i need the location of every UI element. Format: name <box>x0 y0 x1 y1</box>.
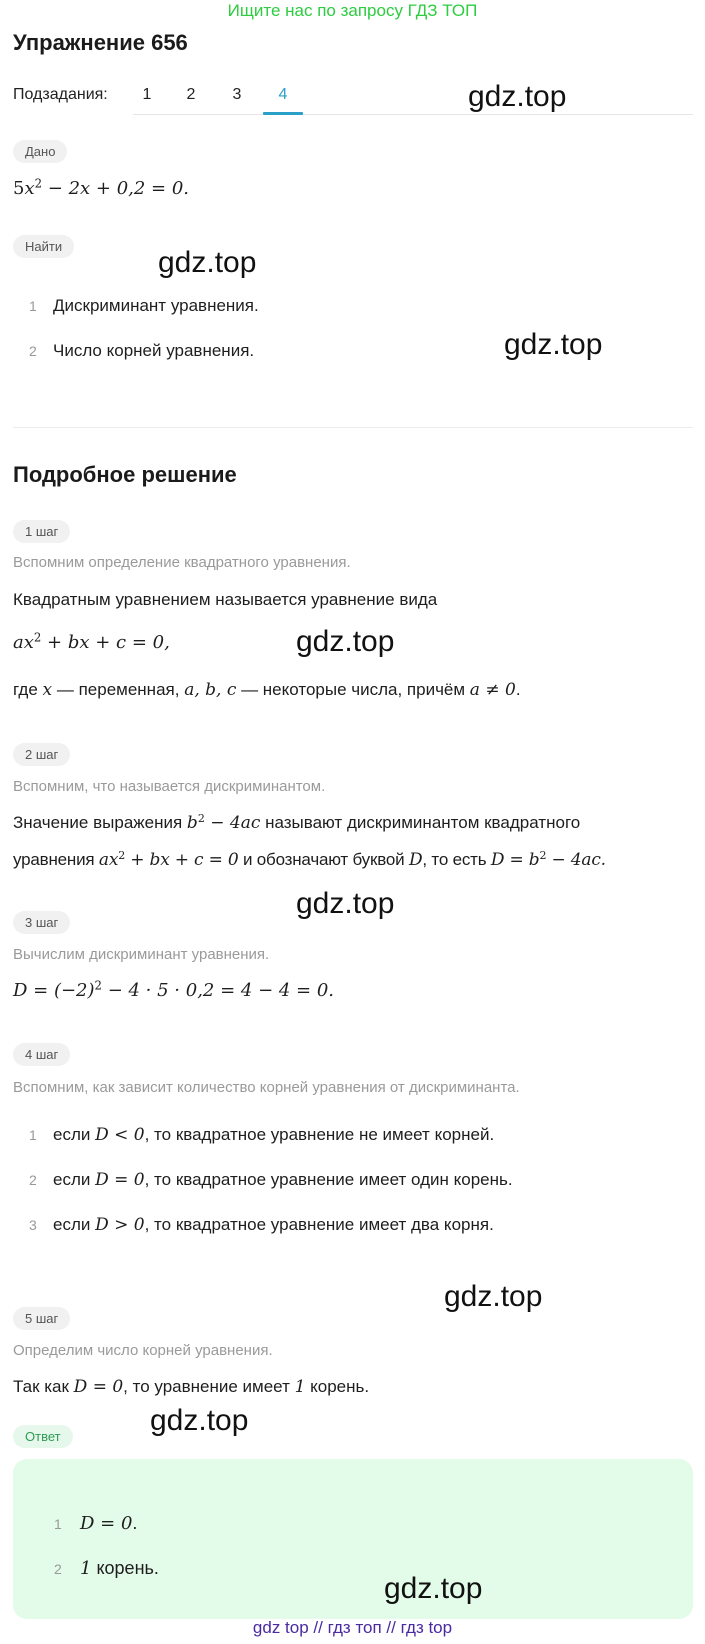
step-4-hint: Вспомним, как зависит количество корней уравнения от дискриминанта. <box>13 1079 520 1096</box>
step-2-line-1: Значение выражения $b^2 - 4ac$ называют дискриминантом квадратного <box>13 811 581 833</box>
step-1-text: Квадратным уравнением называется уравнение вида <box>13 590 438 609</box>
step-2-line-2: уравнения $ax^2$ + bx + c = 0 и обозначают буквой D, то есть $D = b^2 - 4ac$. <box>13 848 606 870</box>
tab-subtask-2[interactable]: 2 <box>186 86 196 103</box>
given-equation: $5x^2 - 2x + 0,2 = 0$. <box>13 176 190 199</box>
step-2-hint: Вспомним, что называется дискриминантом. <box>13 778 326 795</box>
step-2-chip: 2 шаг <box>13 743 70 766</box>
list-item: 2 если D = 0, то квадратное уравнение имеет один корень. <box>29 1170 513 1190</box>
tab-subtask-1[interactable]: 1 <box>142 86 152 103</box>
find-chip: Найти <box>13 235 74 258</box>
watermark: gdz.top <box>296 887 395 920</box>
step-1-formula: $ax^2$ + bx + c = 0, <box>13 630 170 653</box>
watermark: gdz.top <box>296 625 395 658</box>
active-tab-indicator <box>263 112 303 115</box>
given-chip: Дано <box>13 140 67 163</box>
answer-box <box>13 1459 693 1619</box>
subtasks-divider <box>133 114 693 115</box>
step-1-chip: 1 шаг <box>13 520 70 543</box>
answer-chip: Ответ <box>13 1425 73 1448</box>
watermark: gdz.top <box>468 80 567 113</box>
step-5-chip: 5 шаг <box>13 1307 70 1330</box>
watermark: gdz.top <box>504 328 603 361</box>
subtasks-label: Подзадания: <box>13 86 108 103</box>
step-3-formula: $D = (-2)^2 - 4 \cdot 5 \cdot 0,2 = 4 - 4 = 0$. <box>13 978 335 1001</box>
step-5-text: Так как D = 0, то уравнение имеет 1 корень. <box>13 1377 370 1397</box>
page-title: Упражнение 656 <box>13 30 188 55</box>
step-5-hint: Определим число корней уравнения. <box>13 1342 273 1359</box>
watermark: gdz.top <box>150 1404 249 1437</box>
footer-links[interactable]: gdz top // гдз топ // гдз top <box>252 1618 453 1637</box>
section-divider <box>13 427 693 428</box>
watermark: gdz.top <box>384 1572 483 1605</box>
search-banner[interactable]: Ищите нас по запросу ГДЗ ТОП <box>227 1 478 20</box>
step-3-hint: Вычислим дискриминант уравнения. <box>13 946 270 963</box>
list-item: 2 Число корней уравнения. <box>29 341 255 360</box>
answer-item: 2 1 корень. <box>54 1558 159 1579</box>
list-item: 3 если D > 0, то квадратное уравнение имеет два корня. <box>29 1215 494 1235</box>
solution-title: Подробное решение <box>13 462 237 487</box>
watermark: gdz.top <box>444 1280 543 1313</box>
list-item: 1 Дискриминант уравнения. <box>29 296 259 315</box>
list-item: 1 если D < 0, то квадратное уравнение не имеет корней. <box>29 1125 495 1145</box>
tab-subtask-3[interactable]: 3 <box>232 86 242 103</box>
step-4-chip: 4 шаг <box>13 1043 70 1066</box>
watermark: gdz.top <box>158 246 257 279</box>
step-3-chip: 3 шаг <box>13 911 70 934</box>
answer-item: 1 D = 0. <box>54 1513 138 1534</box>
step-1-hint: Вспомним определение квадратного уравнения. <box>13 554 351 571</box>
step-1-where: где x — переменная, a, b, c — некоторые числа, причём a ≠ 0. <box>13 680 521 700</box>
tab-subtask-4[interactable]: 4 <box>278 86 288 103</box>
